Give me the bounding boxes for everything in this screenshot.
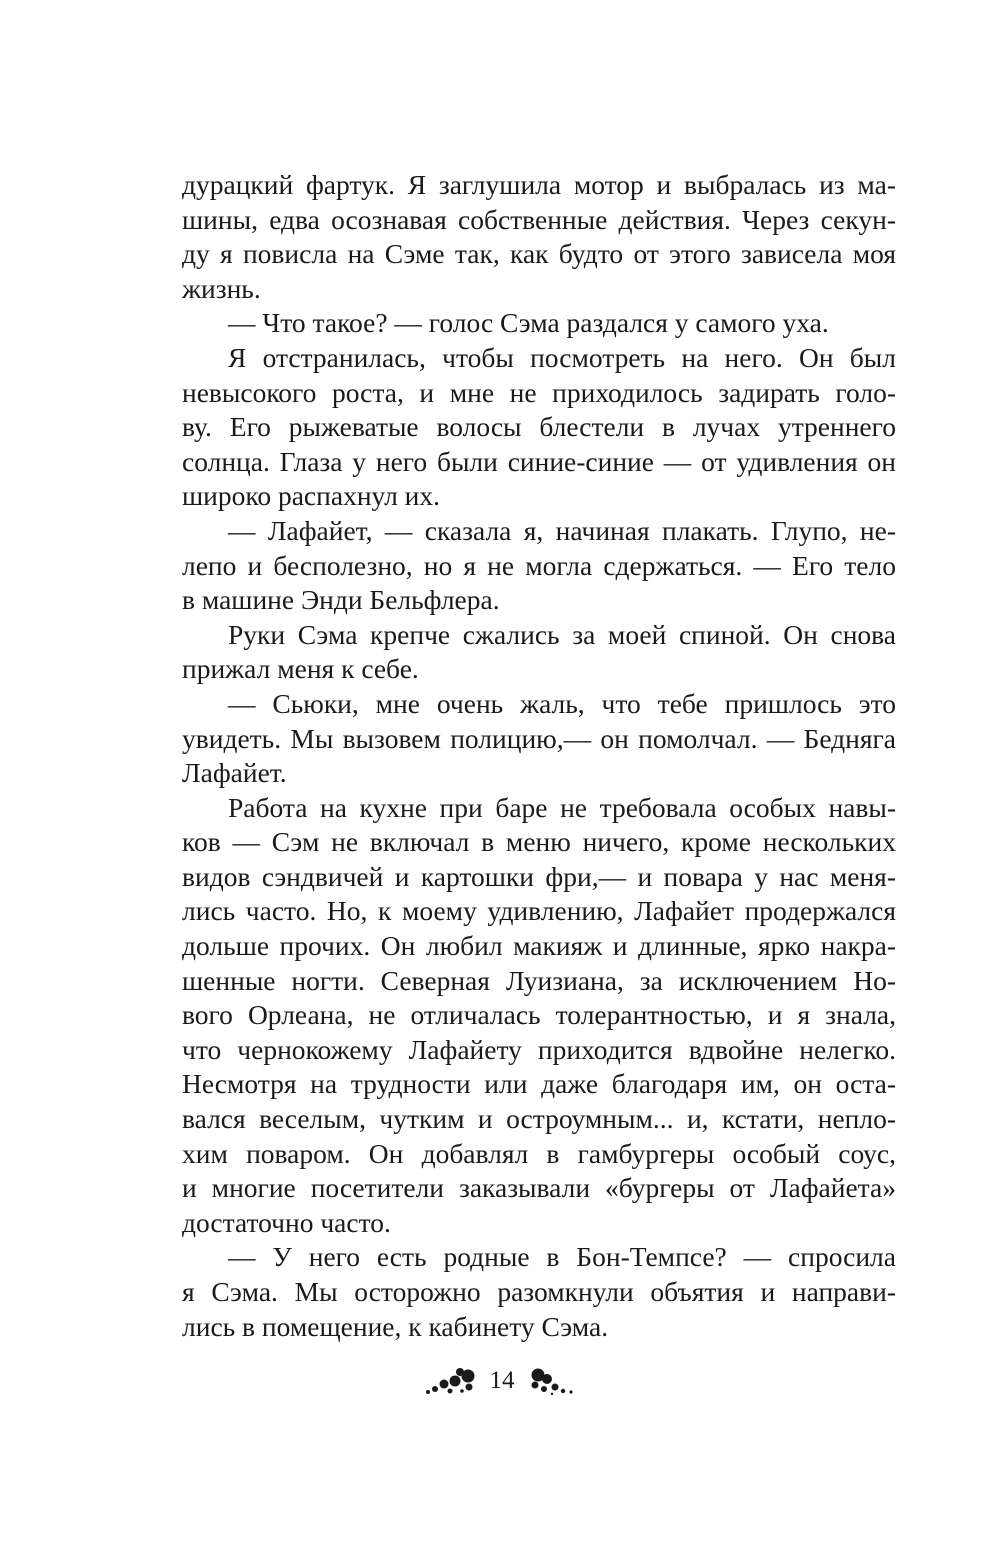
text-line: прижал меня к себе.: [182, 653, 419, 685]
text-line: лись в помещение, к кабинету Сэма.: [182, 1310, 609, 1342]
text-line: вался веселым, чутким и остроумным... и, кстати, непло-: [182, 1103, 896, 1135]
text-line: Работа на кухне при баре не требовала особых навы-: [228, 791, 896, 823]
page-number: 14: [489, 1367, 515, 1395]
text-line: — У него есть родные в Бон-Темпсе? — спросила: [228, 1241, 896, 1273]
text-line: шенные ногти. Северная Луизиана, за исключением Но-: [182, 964, 896, 996]
text-line: Лафайет.: [182, 757, 287, 789]
text-line: дольше прочих. Он любил макияж и длинные, ярко накра-: [182, 930, 896, 962]
text-line: ву. Его рыжеватые волосы блестели в лучах утреннего: [182, 411, 896, 443]
text-line: хим поваром. Он добавлял в гамбургеры особый соус,: [182, 1137, 896, 1169]
text-line: видов сэндвичей и картошки фри,— и повара у нас меня-: [182, 860, 896, 892]
text-line: Руки Сэма крепче сжались за моей спиной. Он снова: [228, 618, 896, 650]
text-line: я Сэма. Мы осторожно разомкнули объятия и направи-: [182, 1276, 896, 1307]
text-line: лись часто. Но, к моему удивлению, Лафайет продержался: [182, 895, 896, 927]
page-footer: [0, 1362, 1000, 1399]
text-line: невысокого роста, и мне не приходилось задирать голо-: [182, 376, 896, 408]
text-line: в машине Энди Бельфлера.: [182, 584, 500, 616]
body-text: [182, 168, 896, 1344]
text-line: вого Орлеана, не отличалась толерантностью, и я знала,: [182, 999, 896, 1031]
ink-blots-left-icon: [424, 1367, 476, 1395]
text-line: достаточно часто.: [182, 1206, 391, 1238]
text-line: — Сьюки, мне очень жаль, что тебе пришлось это: [228, 687, 896, 719]
text-line: ду я повисла на Сэме так, как будто от этого зависела моя: [182, 238, 896, 270]
text-line: увидеть. Мы вызовем полицию,— он помолчал. — Бедняга: [182, 722, 896, 754]
text-line: жизнь.: [182, 272, 261, 304]
text-line: шины, едва осознавая собственные действия. Через секун-: [182, 203, 896, 235]
text-line: ков — Сэм не включал в меню ничего, кроме нескольких: [182, 826, 896, 858]
text-line: широко распахнул их.: [182, 480, 441, 512]
text-line: что чернокожему Лафайету приходится вдвойне нелегко.: [182, 1033, 896, 1065]
ink-blots-right-icon: [529, 1367, 577, 1395]
text-line: Я отстранилась, чтобы посмотреть на него. Он был: [228, 341, 896, 373]
text-line: — Что такое? — голос Сэма раздался у самого уха.: [228, 307, 829, 339]
text-line: Несмотря на трудности или даже благодаря им, он оста-: [182, 1068, 896, 1100]
text-line: и многие посетители заказывали «бургеры от Лафайета»: [182, 1172, 896, 1204]
text-line: дурацкий фартук. Я заглушила мотор и выбралась из ма-: [182, 169, 896, 200]
text-line: солнца. Глаза у него были синие-синие — от удивления он: [182, 445, 896, 477]
text-line: — Лафайет, — сказала я, начиная плакать. Глупо, не-: [228, 514, 896, 546]
text-line: лепо и бесполезно, но я не могла сдержаться. — Его тело: [182, 549, 896, 581]
